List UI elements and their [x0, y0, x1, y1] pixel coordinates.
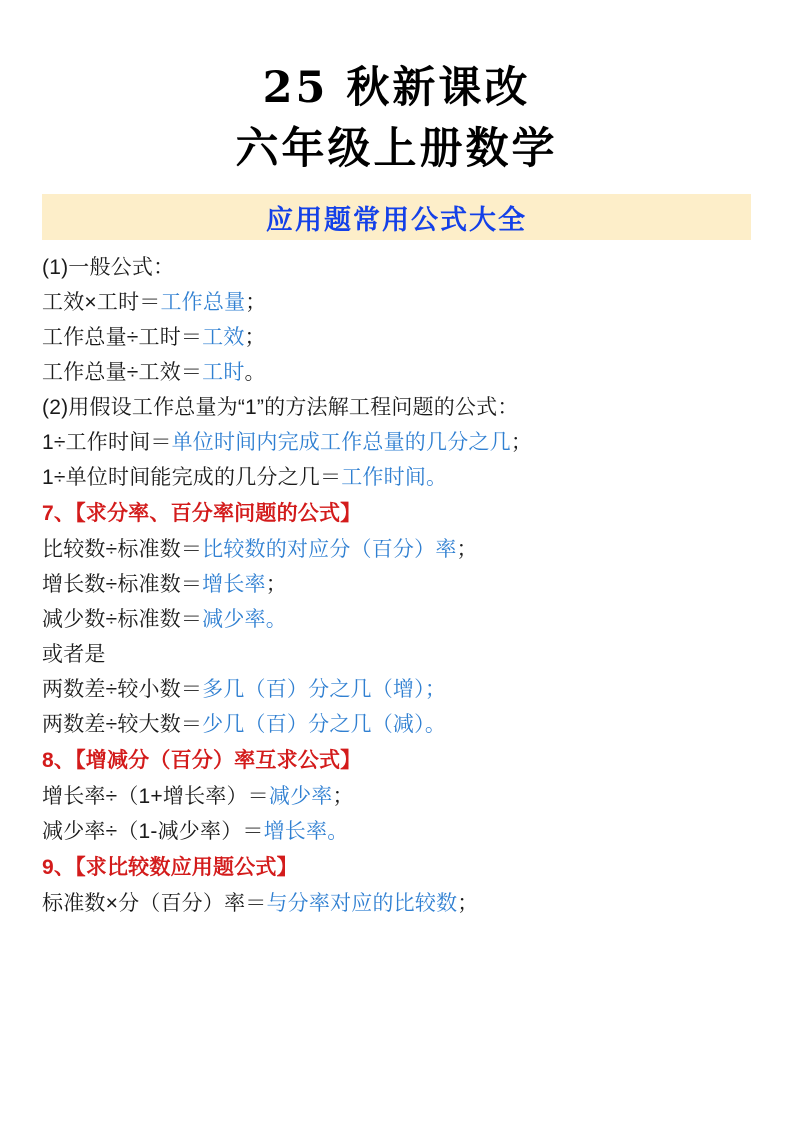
formula-text: 增长数÷标准数＝ [42, 573, 203, 597]
formula-text: 标准数×分（百分）率＝ [42, 892, 267, 916]
formula-text: ； [265, 573, 287, 597]
formula-line [42, 460, 751, 495]
formula-result: 多几（百）分之几（增）； [202, 678, 447, 702]
heading-text: 9、【求比较数应用题公式】 [42, 856, 298, 880]
formula-result: 减少率。 [202, 608, 287, 632]
formula-text: ； [510, 431, 533, 455]
formula-result: 减少率 [268, 785, 333, 809]
formula-text: ； [456, 538, 478, 562]
formula-line [42, 637, 751, 672]
formula-text: 工作总量÷工效＝ [42, 361, 203, 385]
formula-line [42, 602, 751, 637]
page-title-line-1: 25 秋新课改 [262, 63, 531, 113]
formula-text: 两数差÷较大数＝ [42, 713, 203, 737]
document-title-block [42, 0, 751, 180]
formula-line [42, 707, 751, 742]
formula-line [42, 425, 751, 460]
formula-line [42, 390, 751, 425]
formula-text: 。 [244, 361, 266, 385]
formula-list [42, 250, 751, 921]
formula-line [42, 886, 751, 921]
formula-text: 两数差÷较小数＝ [42, 678, 203, 702]
formula-line [42, 567, 751, 602]
formula-line [42, 250, 751, 285]
formula-line [42, 355, 751, 390]
formula-text: ； [457, 892, 479, 916]
formula-text: ； [332, 785, 354, 809]
formula-text: 或者是 [42, 643, 106, 667]
formula-text: 比较数÷标准数＝ [42, 538, 203, 562]
formula-line [42, 672, 751, 707]
formula-text: ； [245, 291, 267, 315]
formula-text: ； [244, 326, 266, 350]
formula-result: 工作总量 [160, 291, 246, 315]
formula-result: 比较数的对应分（百分）率 [202, 538, 457, 562]
formula-result: 与分率对应的比较数 [266, 892, 458, 916]
heading-text: 7、【求分率、百分率问题的公式】 [42, 502, 362, 526]
formula-text: 1÷工作时间＝ [42, 431, 172, 455]
section-banner-label: 应用题常用公式大全 [266, 204, 527, 236]
formula-line [42, 532, 751, 567]
formula-text: 减少数÷标准数＝ [42, 608, 203, 632]
formula-result: 工效 [202, 326, 245, 350]
formula-text: 增长率÷（1+增长率）＝ [42, 785, 269, 809]
formula-section-heading [42, 742, 751, 779]
formula-result: 单位时间内完成工作总量的几分之几 [171, 431, 511, 455]
formula-result: 增长率。 [263, 820, 349, 844]
formula-result: 工时 [202, 361, 245, 385]
formula-result: 少几（百）分之几（减）。 [202, 713, 447, 737]
formula-result: 工作时间。 [341, 466, 448, 490]
formula-section-heading [42, 849, 751, 886]
heading-text: 8、【增减分（百分）率互求公式】 [42, 749, 362, 773]
formula-section-heading [42, 495, 751, 532]
formula-text: 1÷单位时间能完成的几分之几＝ [42, 466, 342, 490]
formula-text: 减少率÷（1-减少率）＝ [42, 820, 264, 844]
formula-line [42, 814, 751, 849]
formula-text: 工作总量÷工时＝ [42, 326, 203, 350]
formula-text: (2)用假设工作总量为“1”的方法解工程问题的公式： [42, 396, 519, 420]
formula-text: (1)一般公式： [42, 256, 175, 280]
formula-line [42, 285, 751, 320]
formula-line [42, 779, 751, 814]
section-banner [42, 194, 751, 240]
formula-text: 工效×工时＝ [42, 291, 161, 315]
formula-result: 增长率 [202, 573, 266, 597]
formula-line [42, 320, 751, 355]
page-title-line-2: 六年级上册数学 [235, 124, 558, 175]
